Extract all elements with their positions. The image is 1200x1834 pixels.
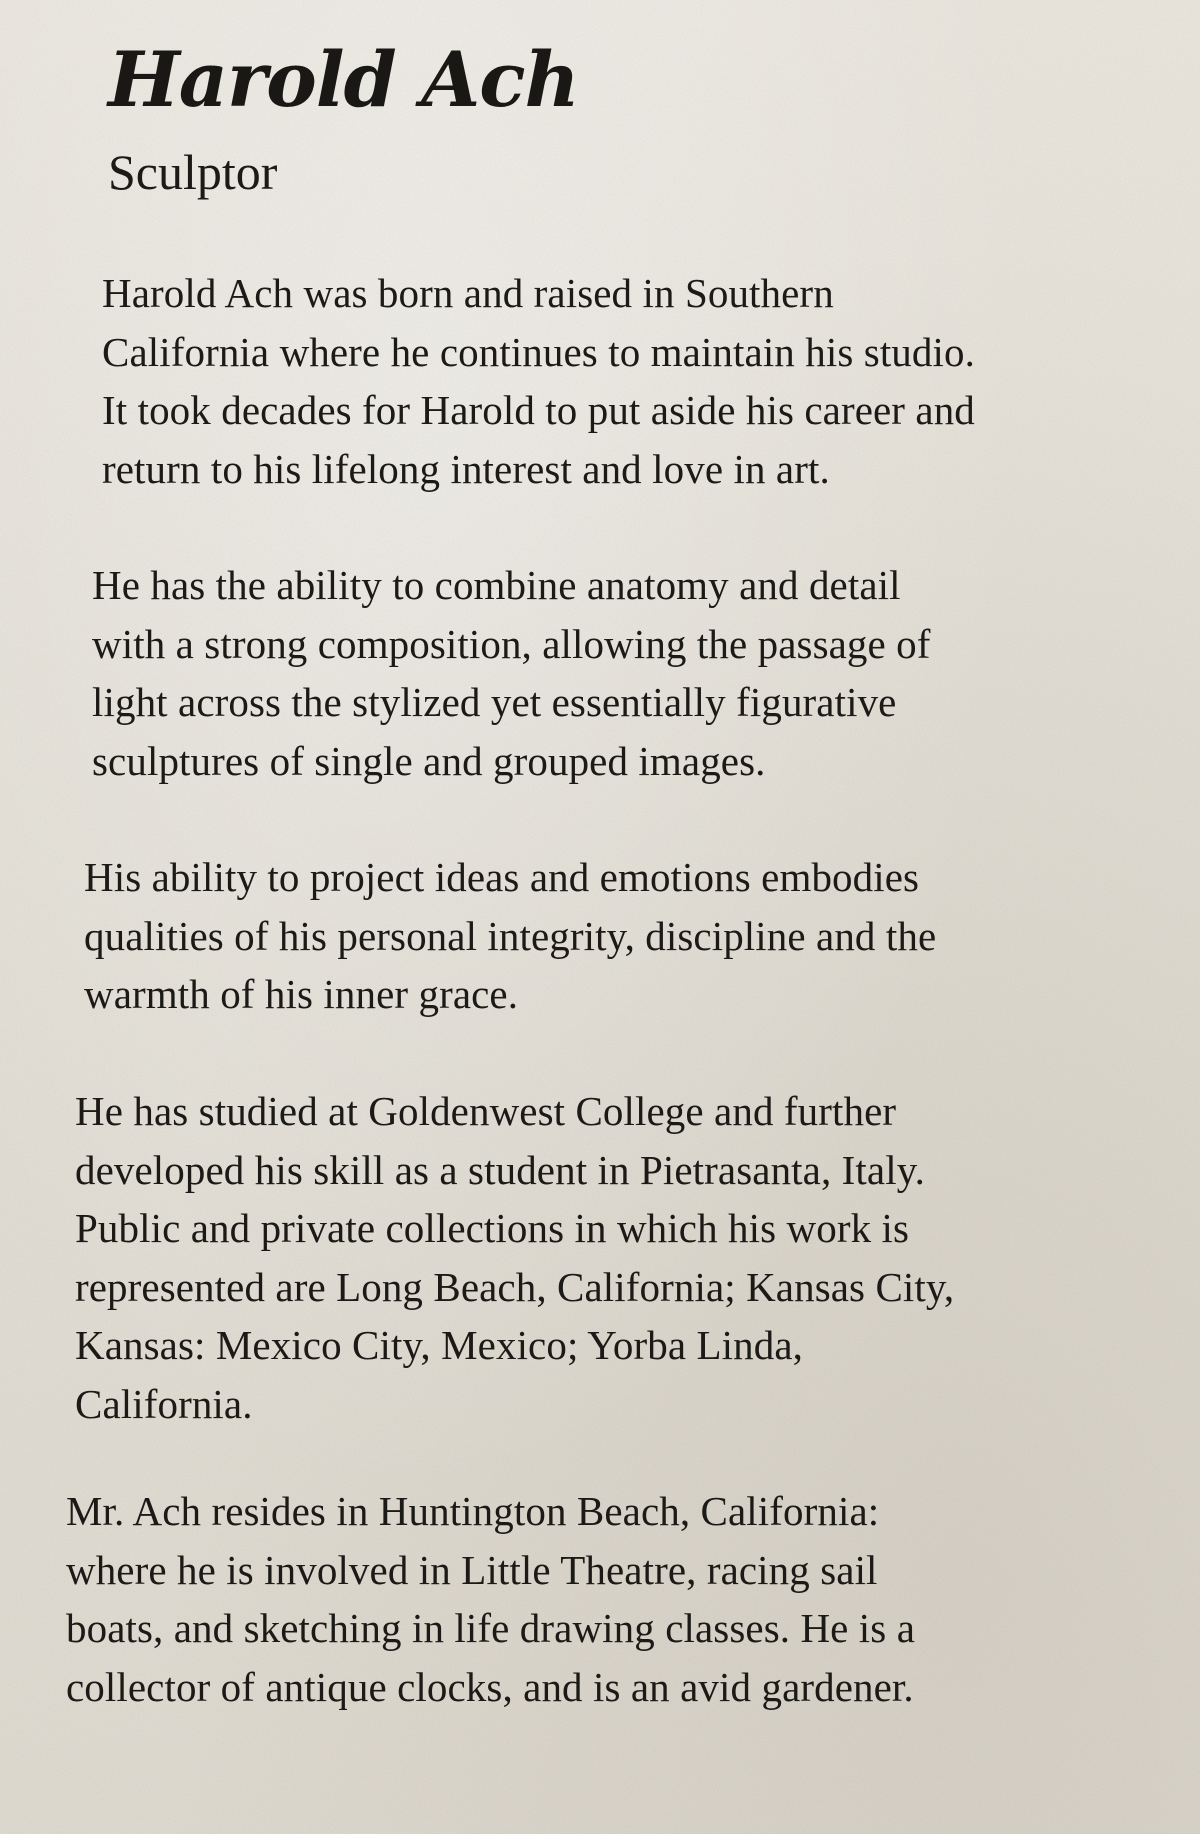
bio-line: with a strong composition, allowing the passage of xyxy=(92,620,931,667)
bio-line: developed his skill as a student in Pietrasanta, Italy. xyxy=(75,1146,925,1193)
bio-line: Public and private collections in which his work is xyxy=(75,1205,910,1251)
bio-line: light across the stylized yet essentially figurative xyxy=(92,679,897,725)
bio-line: return to his lifelong interest and love in art. xyxy=(102,445,830,492)
bio-line: Mr. Ach resides in Huntington Beach, California: xyxy=(66,1488,880,1534)
bio-line: Kansas: Mexico City, Mexico; Yorba Linda, xyxy=(75,1322,803,1368)
bio-line: sculptures of single and grouped images. xyxy=(92,737,766,784)
bio-line: His ability to project ideas and emotions embodies xyxy=(84,854,920,900)
bio-paragraph-education xyxy=(75,1082,954,1433)
bio-line: He has the ability to combine anatomy and detail xyxy=(92,562,901,608)
bio-line: California where he continues to maintain his studio. xyxy=(102,328,975,375)
bio-line: California. xyxy=(75,1380,253,1427)
bio-line: It took decades for Harold to put aside his career and xyxy=(102,387,975,433)
bio-line: collector of antique clocks, and is an avid gardener. xyxy=(66,1663,914,1710)
bio-paragraph-ability xyxy=(92,556,931,790)
bio-line: warmth of his inner grace. xyxy=(84,971,519,1017)
bio-line: qualities of his personal integrity, discipline and the xyxy=(84,912,937,959)
bio-paragraph-qualities xyxy=(84,848,936,1024)
bio-line: where he is involved in Little Theatre, racing sail xyxy=(66,1546,878,1593)
artist-name: Harold Ach xyxy=(108,35,579,124)
bio-line: He has studied at Goldenwest College and further xyxy=(75,1088,897,1134)
bio-line: boats, and sketching in life drawing classes. He is a xyxy=(66,1605,916,1651)
artist-role: Sculptor xyxy=(108,144,278,200)
bio-line: Harold Ach was born and raised in Southern xyxy=(102,270,834,316)
bio-line: represented are Long Beach, California; Kansas City, xyxy=(75,1263,955,1310)
bio-paragraph-residence xyxy=(66,1482,915,1716)
bio-paragraph-origins xyxy=(102,264,975,498)
